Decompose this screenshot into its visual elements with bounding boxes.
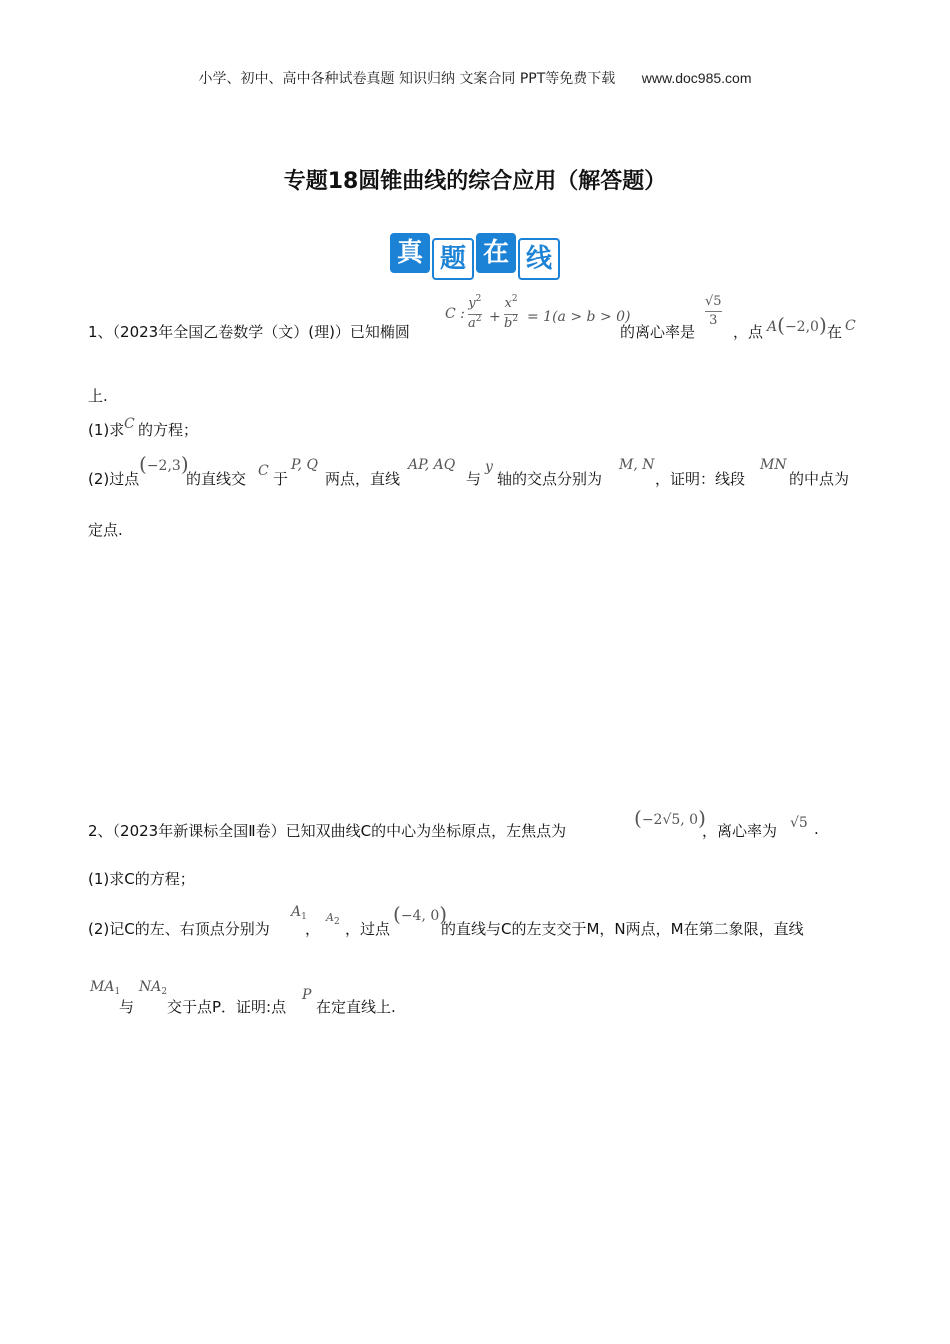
badge-char-4: 线 [518,238,560,280]
q2-ecc-end: . [814,820,819,838]
banner-text: 小学、初中、高中各种试卷真题 知识归纳 文案合同 PPT等免费下载 [198,71,616,87]
badge-char-1: 真 [390,233,430,273]
q1-point-text: ，点 [733,323,764,341]
q2-ecc-text: ，离心率为 [702,822,778,840]
q1-part2-t6: 的中点为 [789,470,850,488]
q2-a2: $A_2$ [326,911,340,927]
q2-part2-t2: ，过点 [345,920,391,938]
q1-part2-yu: 于 [273,470,289,488]
q1-curve-c: C [845,318,856,334]
q2-part1: (1)求C的方程； [88,870,195,888]
q2-comma: ， [305,920,321,938]
q2-focus: (−2√5, 0) [634,806,706,830]
q1-part2-apaq: AP, AQ [408,457,456,473]
q1-point-a: A(−2,0) [767,313,827,337]
q2-ecc-val: √5 [790,815,808,831]
q2-a1: $A_1$ [291,904,307,922]
q1-part2-label: (2)过点 [88,470,140,488]
q2-part2-t3: 的直线与C的左支交于M，N两点，M在第二象限，直线 [441,920,804,938]
q2-p: P [302,987,312,1003]
q1-ecc-frac: √5 3 [705,294,722,328]
q1-part2-t4: 轴的交点分别为 [497,470,603,488]
q2-na2: $NA_2$ [139,979,168,997]
badge-char-3: 在 [476,233,516,273]
q2-part2-t6: 在定直线上. [316,998,396,1016]
q1-part1-label: (1)求 [88,421,125,439]
q2-ma1: $MA_1$ [90,979,121,997]
q1-part2-line2: 定点. [88,521,123,539]
q1-part2-mn: M, N [619,457,655,473]
zhenti-zaixian-badge [390,232,560,280]
q1-on-text: 在 [827,323,843,341]
q1-part1-tail: 的方程； [138,421,199,439]
q1-part2-pq: P, Q [291,457,318,473]
badge-char-2: 题 [432,238,474,280]
page-title: 专题18圆锥曲线的综合应用（解答题） [283,169,667,194]
q1-line2: 上. [88,387,108,405]
q1-eq-plus: + [489,309,501,325]
q1-part2-c: C [258,463,269,479]
q1-frac-y-a: $y^2$ $a^2$ [468,294,482,331]
q1-part2-point: (−2,3) [139,452,189,476]
banner-url[interactable]: www.doc985.com [641,70,752,86]
q1-part2-t5: ，证明：线段 [655,470,746,488]
q1-part2-y: y [485,459,493,475]
q2-part2-t1: (2)记C的左、右顶点分别为 [88,920,270,938]
q1-part2-t2: 两点，直线 [325,470,401,488]
q1-ecc-text: 的离心率是 [620,323,696,341]
q2-intro: 2、（2023年新课标全国Ⅱ卷）已知双曲线C的中心为坐标原点，左焦点为 [88,822,567,840]
q1-part2-mn2: MN [760,457,787,473]
top-banner [0,68,950,88]
q1-intro: 1、（2023年全国乙卷数学（文）(理)）已知椭圆 [88,323,410,341]
q1-part2-t3: 与 [466,470,482,488]
q2-part2-t5: 交于点P．证明:点 [167,998,287,1016]
q1-eq-c: C : [445,306,465,322]
q1-eq-tail: = 1(a > b > 0) [527,309,631,325]
q1-frac-x-b: $x^2$ $b^2$ [504,294,519,331]
q2-part2-t4: 与 [119,998,135,1016]
q2-part2-point: (−4, 0) [393,902,448,926]
q1-part2-t1: 的直线交 [186,470,247,488]
q1-part1-c: C [124,416,135,432]
